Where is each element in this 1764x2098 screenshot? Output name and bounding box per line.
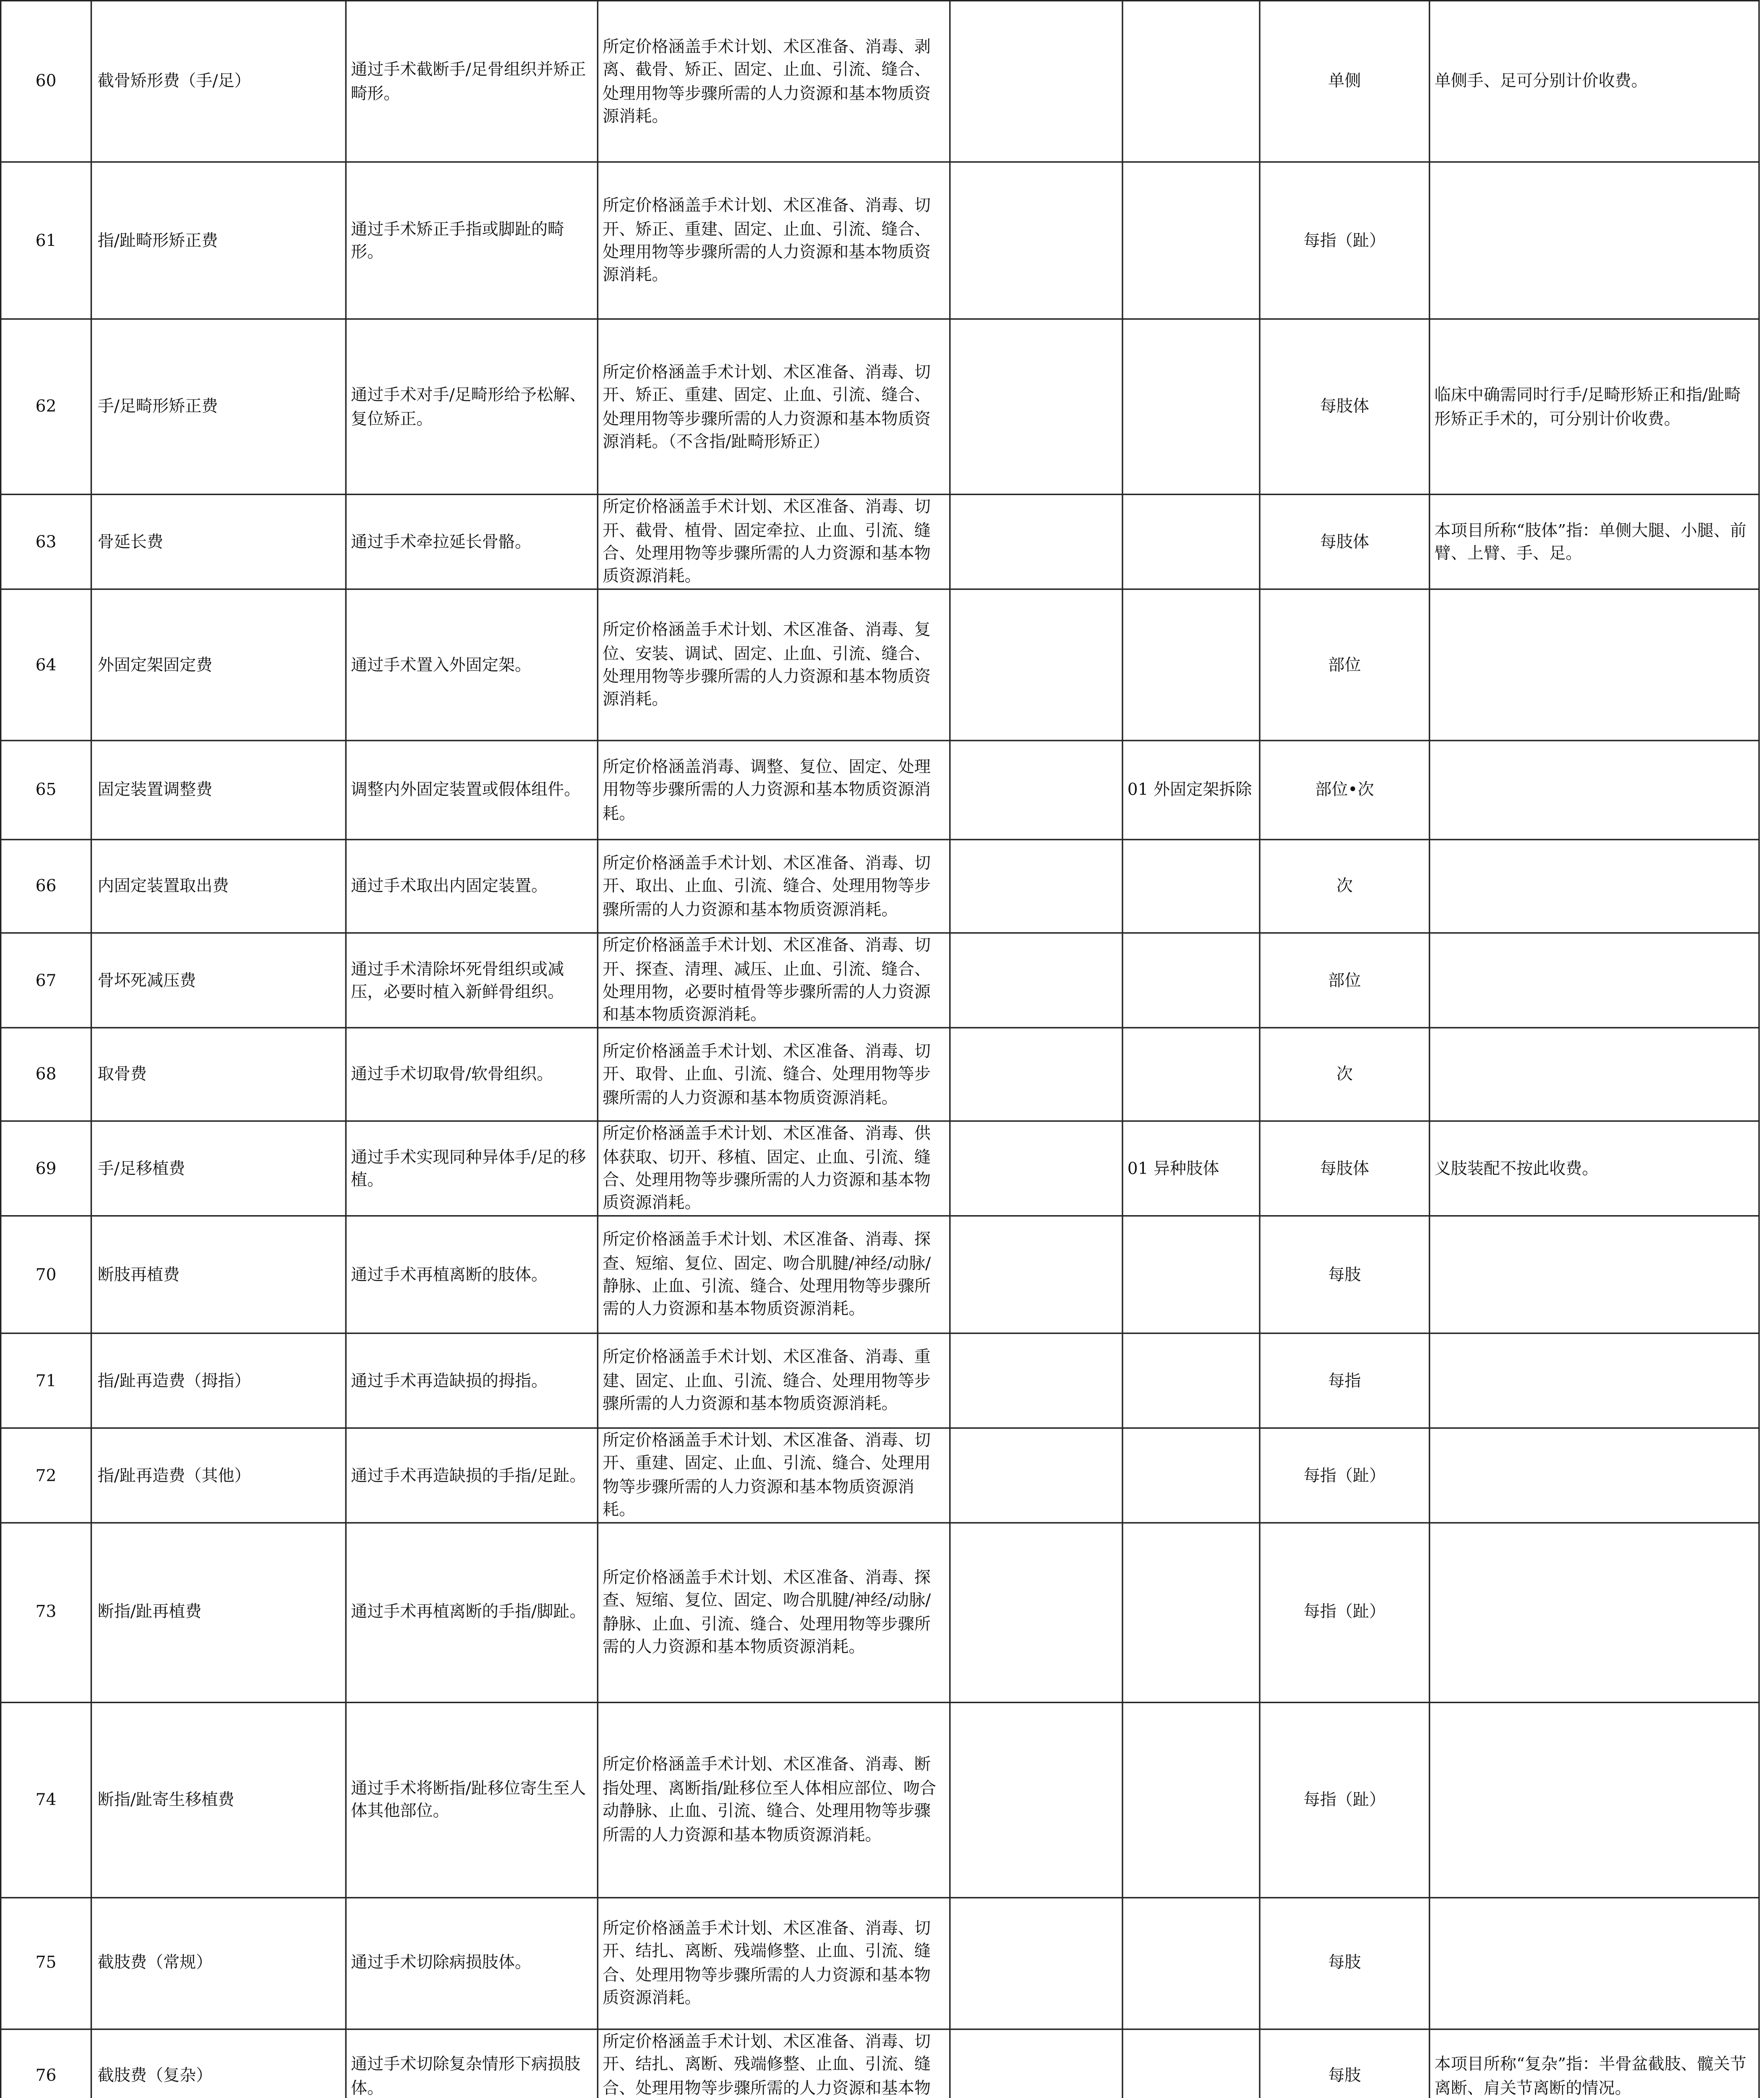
item-note <box>1430 589 1759 741</box>
item-number: 74 <box>1 1702 91 1897</box>
table-body <box>1 1 1759 2098</box>
item-connotation: 通过手术对手/足畸形给予松解、复位矫正。 <box>346 319 598 494</box>
item-unit: 部位 <box>1260 589 1430 741</box>
item-connotation: 通过手术取出内固定装置。 <box>346 840 598 933</box>
item-exclusion <box>950 1333 1122 1428</box>
item-note <box>1430 1897 1759 2029</box>
item-number: 73 <box>1 1522 91 1702</box>
item-extension <box>1122 933 1260 1028</box>
item-note: 临床中确需同时行手/足畸形矫正和指/趾畸形矫正手术的，可分别计价收费。 <box>1430 319 1759 494</box>
item-content: 所定价格涵盖手术计划、术区准备、消毒、切开、矫正、重建、固定、止血、引流、缝合、处理用物等步骤所需的人力资源和基本物质资源消耗。 <box>598 162 950 319</box>
item-extension <box>1122 2029 1260 2098</box>
item-extension <box>1122 1522 1260 1702</box>
item-exclusion <box>950 1121 1122 1216</box>
table-row <box>1 1121 1759 1216</box>
table-row <box>1 1702 1759 1897</box>
item-connotation: 通过手术再造缺损的拇指。 <box>346 1333 598 1428</box>
table-row <box>1 1522 1759 1702</box>
item-extension <box>1122 1428 1260 1522</box>
item-number: 76 <box>1 2029 91 2098</box>
item-exclusion <box>950 1216 1122 1333</box>
item-extension <box>1122 1333 1260 1428</box>
item-name: 指/趾畸形矫正费 <box>91 162 346 319</box>
item-name: 断指/趾再植费 <box>91 1522 346 1702</box>
item-content: 所定价格涵盖手术计划、术区准备、消毒、切开、重建、固定、止血、引流、缝合、处理用物等步骤所需的人力资源和基本物质资源消耗。 <box>598 1428 950 1522</box>
item-unit: 次 <box>1260 1028 1430 1121</box>
item-connotation: 通过手术清除坏死骨组织或减压，必要时植入新鲜骨组织。 <box>346 933 598 1028</box>
item-name: 断指/趾寄生移植费 <box>91 1702 346 1897</box>
item-unit: 每肢体 <box>1260 319 1430 494</box>
item-unit: 每肢 <box>1260 1897 1430 2029</box>
table-row <box>1 1428 1759 1522</box>
item-content: 所定价格涵盖手术计划、术区准备、消毒、切开、矫正、重建、固定、止血、引流、缝合、处理用物等步骤所需的人力资源和基本物质资源消耗。（不含指/趾畸形矫正） <box>598 319 950 494</box>
item-content: 所定价格涵盖手术计划、术区准备、消毒、剥离、截骨、矫正、固定、止血、引流、缝合、处理用物等步骤所需的人力资源和基本物质资源消耗。 <box>598 1 950 162</box>
item-extension <box>1122 1216 1260 1333</box>
item-name: 截肢费（复杂） <box>91 2029 346 2098</box>
item-unit: 单侧 <box>1260 1 1430 162</box>
item-number: 66 <box>1 840 91 933</box>
item-note <box>1430 1428 1759 1522</box>
item-number: 65 <box>1 741 91 840</box>
item-exclusion <box>950 1522 1122 1702</box>
item-content: 所定价格涵盖手术计划、术区准备、消毒、重建、固定、止血、引流、缝合、处理用物等步骤所需的人力资源和基本物质资源消耗。 <box>598 1333 950 1428</box>
item-note: 单侧手、足可分别计价收费。 <box>1430 1 1759 162</box>
item-extension: 01 外固定架拆除 <box>1122 741 1260 840</box>
item-name: 指/趾再造费（拇指） <box>91 1333 346 1428</box>
item-name: 手/足畸形矫正费 <box>91 319 346 494</box>
item-number: 63 <box>1 494 91 589</box>
item-content: 所定价格涵盖手术计划、术区准备、消毒、探查、短缩、复位、固定、吻合肌腱/神经/动脉/静脉、止血、引流、缝合、处理用物等步骤所需的人力资源和基本物质资源消耗。 <box>598 1216 950 1333</box>
item-connotation: 通过手术矫正手指或脚趾的畸形。 <box>346 162 598 319</box>
table-row <box>1 319 1759 494</box>
item-connotation: 调整内外固定装置或假体组件。 <box>346 741 598 840</box>
item-exclusion <box>950 2029 1122 2098</box>
item-name: 指/趾再造费（其他） <box>91 1428 346 1522</box>
item-content: 所定价格涵盖手术计划、术区准备、消毒、切开、结扎、离断、残端修整、止血、引流、缝合、处理用物等步骤所需的人力资源和基本物 <box>598 2029 950 2098</box>
item-note <box>1430 162 1759 319</box>
item-connotation: 通过手术置入外固定架。 <box>346 589 598 741</box>
item-number: 64 <box>1 589 91 741</box>
item-number: 67 <box>1 933 91 1028</box>
item-exclusion <box>950 933 1122 1028</box>
item-name: 手/足移植费 <box>91 1121 346 1216</box>
item-extension <box>1122 840 1260 933</box>
table-row <box>1 162 1759 319</box>
item-unit: 每肢 <box>1260 1216 1430 1333</box>
item-number: 75 <box>1 1897 91 2029</box>
item-number: 71 <box>1 1333 91 1428</box>
item-number: 60 <box>1 1 91 162</box>
item-content: 所定价格涵盖手术计划、术区准备、消毒、切开、取出、止血、引流、缝合、处理用物等步骤所需的人力资源和基本物质资源消耗。 <box>598 840 950 933</box>
table-row <box>1 741 1759 840</box>
item-extension: 01 异种肢体 <box>1122 1121 1260 1216</box>
item-unit: 每指（趾） <box>1260 162 1430 319</box>
item-note: 义肢装配不按此收费。 <box>1430 1121 1759 1216</box>
item-number: 68 <box>1 1028 91 1121</box>
item-content: 所定价格涵盖手术计划、术区准备、消毒、切开、取骨、止血、引流、缝合、处理用物等步骤所需的人力资源和基本物质资源消耗。 <box>598 1028 950 1121</box>
item-extension <box>1122 1 1260 162</box>
item-exclusion <box>950 494 1122 589</box>
item-unit: 每肢 <box>1260 2029 1430 2098</box>
item-unit: 部位•次 <box>1260 741 1430 840</box>
item-exclusion <box>950 741 1122 840</box>
item-exclusion <box>950 1702 1122 1897</box>
item-number: 69 <box>1 1121 91 1216</box>
item-connotation: 通过手术牵拉延长骨骼。 <box>346 494 598 589</box>
item-name: 取骨费 <box>91 1028 346 1121</box>
item-extension <box>1122 1702 1260 1897</box>
item-name: 内固定装置取出费 <box>91 840 346 933</box>
item-content: 所定价格涵盖手术计划、术区准备、消毒、切开、探查、清理、减压、止血、引流、缝合、处理用物，必要时植骨等步骤所需的人力资源和基本物质资源消耗。 <box>598 933 950 1028</box>
item-note <box>1430 1216 1759 1333</box>
item-exclusion <box>950 1 1122 162</box>
item-note <box>1430 840 1759 933</box>
item-note: 本项目所称“肢体”指：单侧大腿、小腿、前臂、上臂、手、足。 <box>1430 494 1759 589</box>
item-unit: 每指（趾） <box>1260 1702 1430 1897</box>
item-connotation: 通过手术切除病损肢体。 <box>346 1897 598 2029</box>
item-unit: 每指 <box>1260 1333 1430 1428</box>
item-connotation: 通过手术再造缺损的手指/足趾。 <box>346 1428 598 1522</box>
item-unit: 次 <box>1260 840 1430 933</box>
table-row <box>1 2029 1759 2098</box>
item-extension <box>1122 1028 1260 1121</box>
table-row <box>1 1897 1759 2029</box>
item-exclusion <box>950 1028 1122 1121</box>
item-exclusion <box>950 319 1122 494</box>
item-name: 外固定架固定费 <box>91 589 346 741</box>
table-row <box>1 840 1759 933</box>
item-content: 所定价格涵盖手术计划、术区准备、消毒、断指处理、离断指/趾移位至人体相应部位、吻合动静脉、止血、引流、缝合、处理用物等步骤所需的人力资源和基本物质资源消耗。 <box>598 1702 950 1897</box>
table-row <box>1 1216 1759 1333</box>
item-number: 62 <box>1 319 91 494</box>
table-row <box>1 494 1759 589</box>
item-name: 断肢再植费 <box>91 1216 346 1333</box>
item-note: 本项目所称“复杂”指：半骨盆截肢、髋关节离断、肩关节离断的情况。 <box>1430 2029 1759 2098</box>
item-name: 截骨矫形费（手/足） <box>91 1 346 162</box>
item-name: 骨延长费 <box>91 494 346 589</box>
item-exclusion <box>950 589 1122 741</box>
item-connotation: 通过手术将断指/趾移位寄生至人体其他部位。 <box>346 1702 598 1897</box>
item-exclusion <box>950 840 1122 933</box>
item-name: 截肢费（常规） <box>91 1897 346 2029</box>
item-extension <box>1122 162 1260 319</box>
item-unit: 每肢体 <box>1260 494 1430 589</box>
item-connotation: 通过手术再植离断的肢体。 <box>346 1216 598 1333</box>
item-exclusion <box>950 162 1122 319</box>
item-content: 所定价格涵盖手术计划、术区准备、消毒、供体获取、切开、移植、固定、止血、引流、缝合、处理用物等步骤所需的人力资源和基本物质资源消耗。 <box>598 1121 950 1216</box>
item-content: 所定价格涵盖手术计划、术区准备、消毒、切开、结扎、离断、残端修整、止血、引流、缝合、处理用物等步骤所需的人力资源和基本物质资源消耗。 <box>598 1897 950 2029</box>
item-unit: 部位 <box>1260 933 1430 1028</box>
item-connotation: 通过手术截断手/足骨组织并矫正畸形。 <box>346 1 598 162</box>
item-extension <box>1122 319 1260 494</box>
item-exclusion <box>950 1897 1122 2029</box>
item-number: 61 <box>1 162 91 319</box>
item-connotation: 通过手术实现同种异体手/足的移植。 <box>346 1121 598 1216</box>
item-extension <box>1122 494 1260 589</box>
item-content: 所定价格涵盖消毒、调整、复位、固定、处理用物等步骤所需的人力资源和基本物质资源消耗。 <box>598 741 950 840</box>
item-unit: 每指（趾） <box>1260 1428 1430 1522</box>
item-number: 72 <box>1 1428 91 1522</box>
item-unit: 每肢体 <box>1260 1121 1430 1216</box>
item-exclusion <box>950 1428 1122 1522</box>
item-connotation: 通过手术再植离断的手指/脚趾。 <box>346 1522 598 1702</box>
item-note <box>1430 1702 1759 1897</box>
table-row <box>1 1028 1759 1121</box>
table-row <box>1 933 1759 1028</box>
item-content: 所定价格涵盖手术计划、术区准备、消毒、探查、短缩、复位、固定、吻合肌腱/神经/动脉/静脉、止血、引流、缝合、处理用物等步骤所需的人力资源和基本物质资源消耗。 <box>598 1522 950 1702</box>
table-row <box>1 1 1759 162</box>
item-note <box>1430 933 1759 1028</box>
item-extension <box>1122 1897 1260 2029</box>
item-name: 固定装置调整费 <box>91 741 346 840</box>
item-note <box>1430 1522 1759 1702</box>
item-note <box>1430 1028 1759 1121</box>
item-content: 所定价格涵盖手术计划、术区准备、消毒、复位、安装、调试、固定、止血、引流、缝合、处理用物等步骤所需的人力资源和基本物质资源消耗。 <box>598 589 950 741</box>
table-row <box>1 589 1759 741</box>
item-content: 所定价格涵盖手术计划、术区准备、消毒、切开、截骨、植骨、固定牵拉、止血、引流、缝合、处理用物等步骤所需的人力资源和基本物质资源消耗。 <box>598 494 950 589</box>
item-connotation: 通过手术切取骨/软骨组织。 <box>346 1028 598 1121</box>
item-connotation: 通过手术切除复杂情形下病损肢体。 <box>346 2029 598 2098</box>
item-unit: 每指（趾） <box>1260 1522 1430 1702</box>
item-number: 70 <box>1 1216 91 1333</box>
table-row <box>1 1333 1759 1428</box>
item-name: 骨坏死减压费 <box>91 933 346 1028</box>
item-note <box>1430 1333 1759 1428</box>
item-note <box>1430 741 1759 840</box>
item-extension <box>1122 589 1260 741</box>
